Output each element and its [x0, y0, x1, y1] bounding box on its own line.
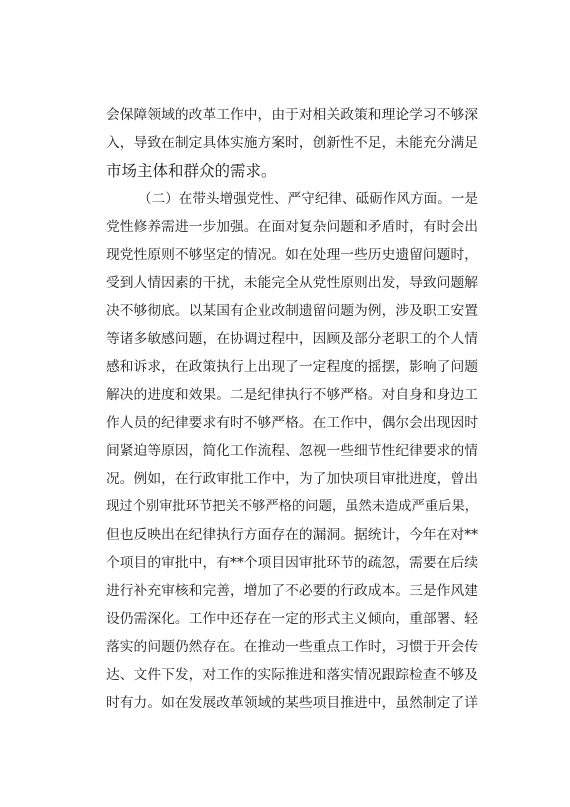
text-line: 入，导致在制定具体实施方案时，创新性不足，未能充分满足	[106, 135, 478, 151]
text-line: 党性修养需进一步加强。在面对复杂问题和矛盾时，有时会出	[106, 219, 478, 235]
text-line: 会保障领域的改革工作中，由于对相关政策和理论学习不够深	[106, 107, 478, 123]
text-line: 决不够彻底。以某国有企业改制遗留问题为例，涉及职工安置	[106, 303, 478, 319]
text-line: 解决的进度和效果。二是纪律执行不够严格。对自身和身边工	[106, 387, 478, 403]
text-line: 现党性原则不够坚定的情况。如在处理一些历史遗留问题时，	[106, 247, 478, 263]
text-line: 感和诉求，在政策执行上出现了一定程度的摇摆，影响了问题	[106, 359, 478, 375]
text-line: 作人员的纪律要求有时不够严格。在工作中，偶尔会出现因时	[106, 415, 478, 431]
text-line: 时有力。如在发展改革领域的某些项目推进中，虽然制定了详	[106, 695, 478, 711]
text-line: 但也反映出在纪律执行方面存在的漏洞。据统计，今年在对**	[106, 527, 478, 543]
text-line: 进行补充审核和完善，增加了不必要的行政成本。三是作风建	[106, 583, 478, 599]
text-line: 达、文件下发，对工作的实际推进和落实情况跟踪检查不够及	[106, 667, 478, 683]
paragraph-first-line: （二）在带头增强党性、严守纪律、砥砺作风方面。一是	[138, 191, 478, 207]
text-line: 受到人情因素的干扰，未能完全从党性原则出发，导致问题解	[106, 275, 478, 291]
text-line: 个项目的审批中，有**个项目因审批环节的疏忽，需要在后续	[106, 555, 478, 571]
text-line: 现过个别审批环节把关不够严格的问题，虽然未造成严重后果，	[106, 499, 478, 514]
text-line: 况。例如，在行政审批工作中，为了加快项目审批进度，曾出	[106, 471, 478, 487]
text-line: 市场主体和群众的需求。	[106, 162, 277, 180]
text-line: 落实的问题仍然存在。在推动一些重点工作时，习惯于开会传	[106, 639, 478, 655]
text-line: 设仍需深化。工作中还存在一定的形式主义倾向，重部署、轻	[106, 611, 478, 627]
text-line: 等诸多敏感问题，在协调过程中，因顾及部分老职工的个人情	[106, 331, 478, 347]
text-line: 间紧迫等原因，简化工作流程、忽视一些细节性纪律要求的情	[106, 443, 478, 459]
